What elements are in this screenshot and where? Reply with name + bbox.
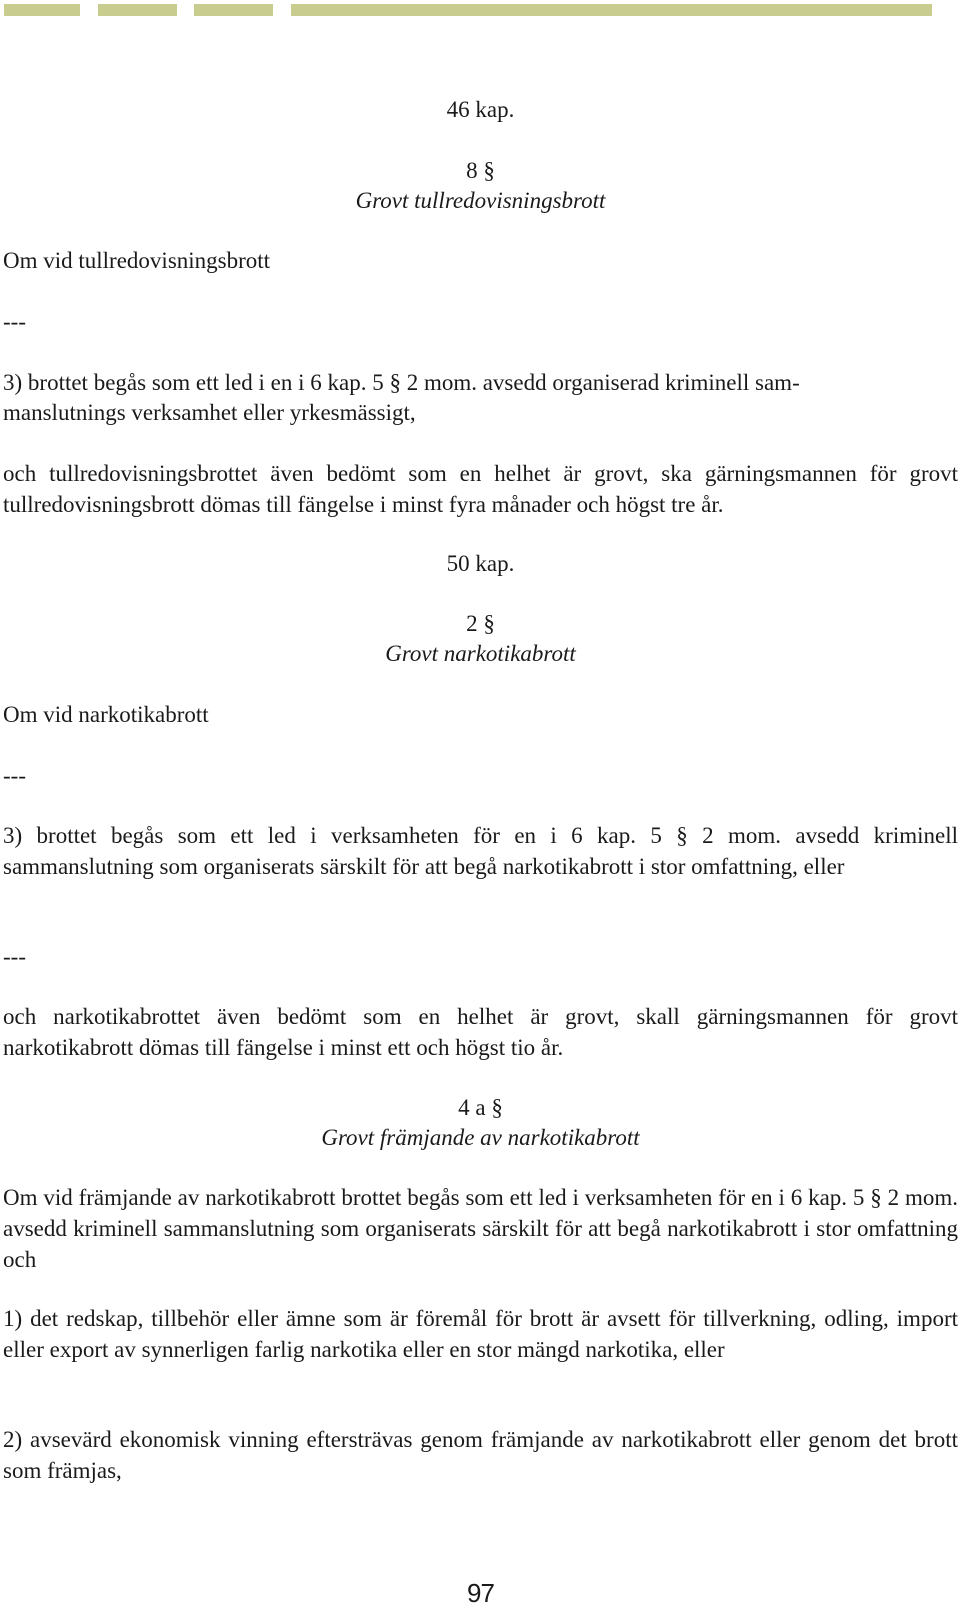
section-4a-intro: Om vid främjande av narkotikabrott brottet begås som ett led i verksamheten för en i 6 kap. 5 § 2 mom. avsedd kriminell sammanslutning som organiserats särskilt för att begå narkotikabrott i stor omfattning och (3, 1185, 958, 1272)
header-bar-segment-3 (194, 4, 273, 16)
section-4a-title: Grovt främjande av narkotikabrott (321, 1125, 640, 1150)
ch46-ellipsis: --- (3, 309, 26, 334)
ch50-ellipsis-2: --- (3, 944, 26, 969)
ch46-item-3-line-2: manslutnings verksamhet eller yrkesmässigt, (3, 400, 416, 425)
header-bar-segment-4 (291, 4, 932, 16)
section-2-title: Grovt narkotikabrott (385, 641, 576, 666)
section-2-number: 2 § (466, 611, 495, 636)
page-number: 97 (467, 1578, 494, 1608)
section-4a-item-2: 2) avsevärd ekonomisk vinning eftersträvas genom främjande av narkotikabrott eller genom det brott som främjas, (3, 1427, 958, 1483)
ch46-intro: Om vid tullredovisningsbrott (3, 248, 271, 273)
ch46-item-3-line-1: 3) brottet begås som ett led i en i 6 kap. 5 § 2 mom. avsedd organiserad kriminell sam- (3, 370, 800, 395)
section-8-title: Grovt tullredovisningsbrott (355, 188, 606, 213)
header-bar-segment-1 (4, 4, 80, 16)
section-4a-item-1: 1) det redskap, tillbehör eller ämne som är föremål för brott är avsett för tillverkning, odling, import eller export av synnerligen farlig narkotika eller en stor mängd narkotika, eller (3, 1306, 958, 1362)
chapter-46-heading: 46 kap. (446, 97, 515, 122)
ch50-intro: Om vid narkotikabrott (3, 702, 209, 727)
ch50-ellipsis-1: --- (3, 763, 26, 788)
header-bar-segment-2 (98, 4, 177, 16)
section-4a-number: 4 a § (458, 1095, 503, 1120)
section-8-number: 8 § (466, 158, 495, 183)
ch46-conclusion: och tullredovisningsbrottet även bedömt som en helhet är grovt, ska gärningsmannen för grovt tullredovisningsbrott dömas till fängelse i minst fyra månader och högst tre år. (3, 461, 958, 517)
ch50-conclusion: och narkotikabrottet även bedömt som en helhet är grovt, skall gärningsmannen för grovt narkotikabrott dömas till fängelse i minst ett och högst tio år. (3, 1004, 958, 1060)
chapter-50-heading: 50 kap. (446, 551, 515, 576)
ch50-item-3: 3) brottet begås som ett led i verksamheten för en i 6 kap. 5 § 2 mom. avsedd kriminell sammanslutning som organiserats särskilt för att begå narkotikabrott i stor omfattning, eller (3, 823, 958, 879)
